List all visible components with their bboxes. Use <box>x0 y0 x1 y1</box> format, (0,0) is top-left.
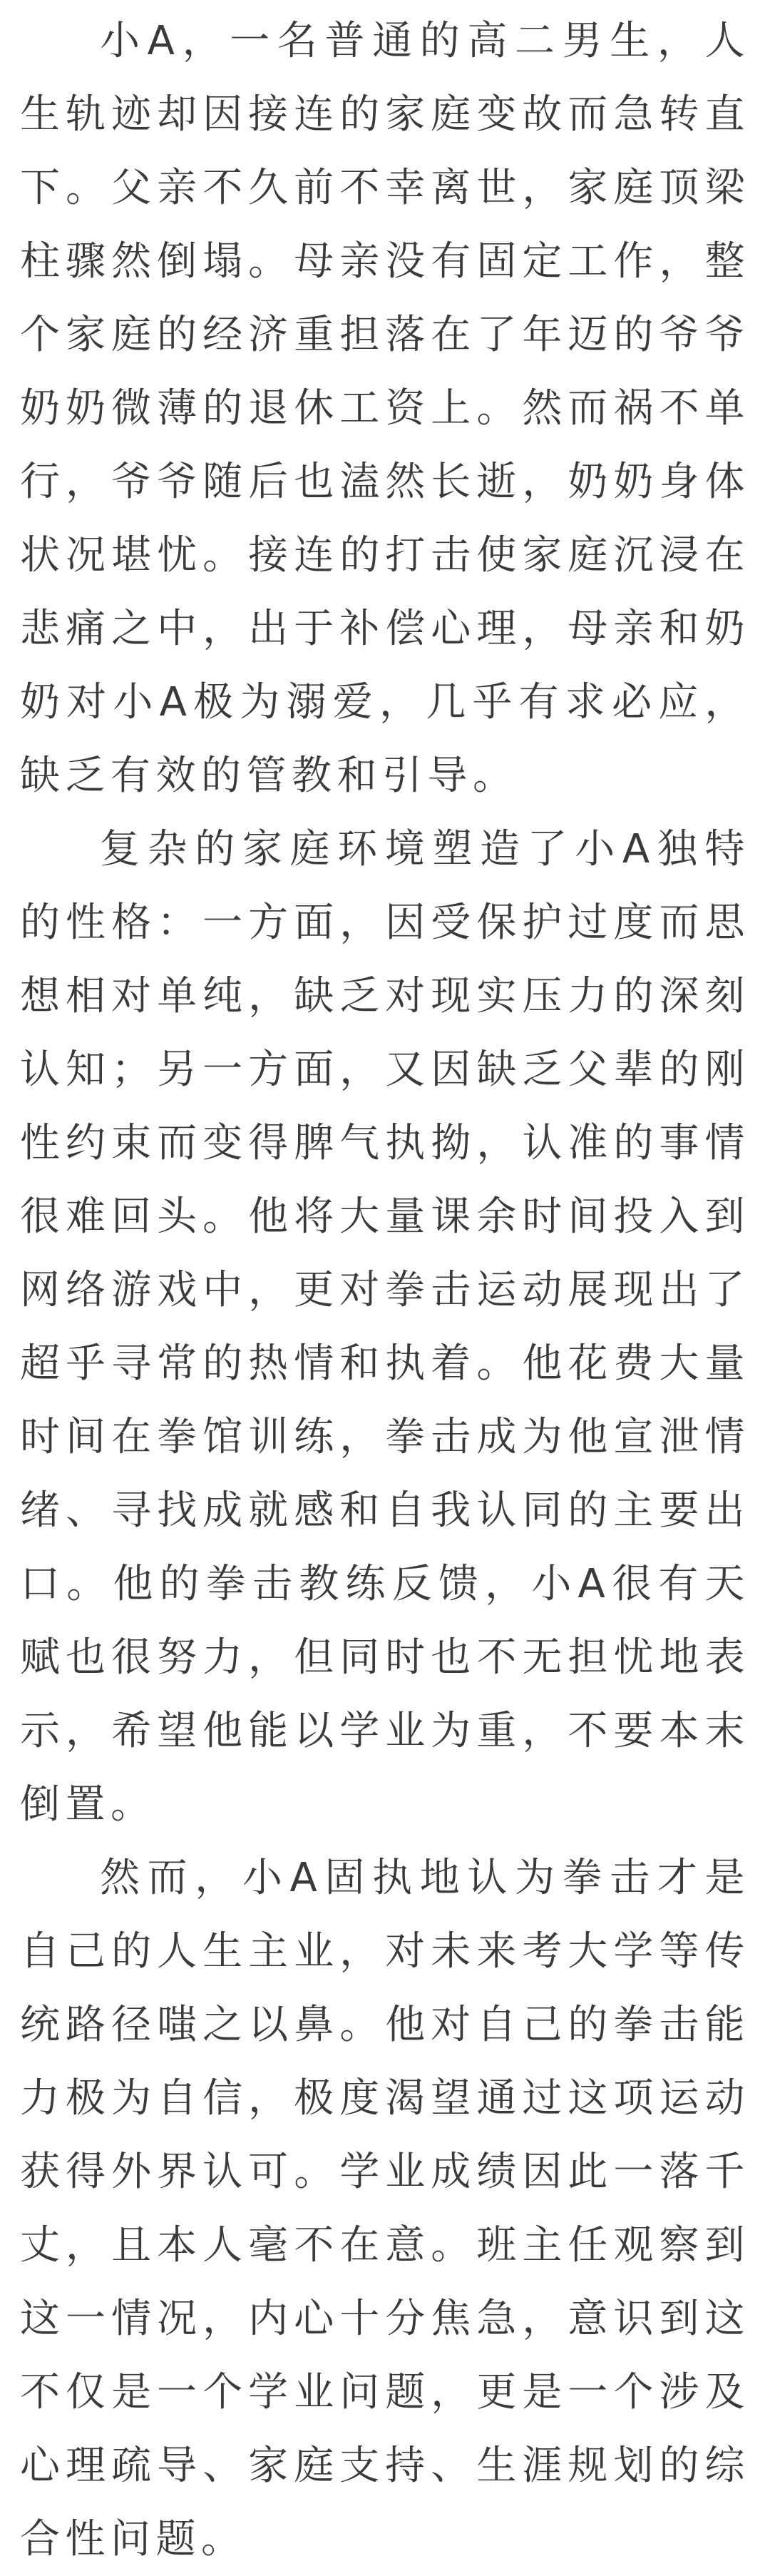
paragraph-boxing-obsession: 然而，小A固执地认为拳击才是自己的人生主业，对未来考大学等传统路径嗤之以鼻。他对自己的拳击能力极为自信，极度渴望通过这项运动获得外界认可。学业成绩因此一落千丈，且本人毫不在意。班主任观察到这一情况，内心十分焦急，意识到这不仅是一个学业问题，更是一个涉及心理疏导、家庭支持、生涯规划的综合性问题。 <box>20 1855 750 2562</box>
article-body <box>20 4 750 2576</box>
paragraph-family-background: 小A，一名普通的高二男生，人生轨迹却因接连的家庭变故而急转直下。父亲不久前不幸离世，家庭顶梁柱骤然倒塌。母亲没有固定工作，整个家庭的经济重担落在了年迈的爷爷奶奶微薄的退休工资上。然而祸不单行，爷爷随后也溘然长逝，奶奶身体状况堪忧。接连的打击使家庭沉浸在悲痛之中，出于补偿心理，母亲和奶奶对小A极为溺爱，几乎有求必应，缺乏有效的管教和引导。 <box>20 18 750 799</box>
paragraph-personality: 复杂的家庭环境塑造了小A独特的性格：一方面，因受保护过度而思想相对单纯，缺乏对现实压力的深刻认知；另一方面，又因缺乏父辈的刚性约束而变得脾气执拗，认准的事情很难回头。他将大量课余时间投入到网络游戏中，更对拳击运动展现出了超乎寻常的热情和执着。他花费大量时间在拳馆训练，拳击成为他宣泄情绪、寻找成就感和自我认同的主要出口。他的拳击教练反馈，小A很有天赋也很努力，但同时也不无担忧地表示，希望他能以学业为重，不要本末倒置。 <box>20 826 750 1828</box>
